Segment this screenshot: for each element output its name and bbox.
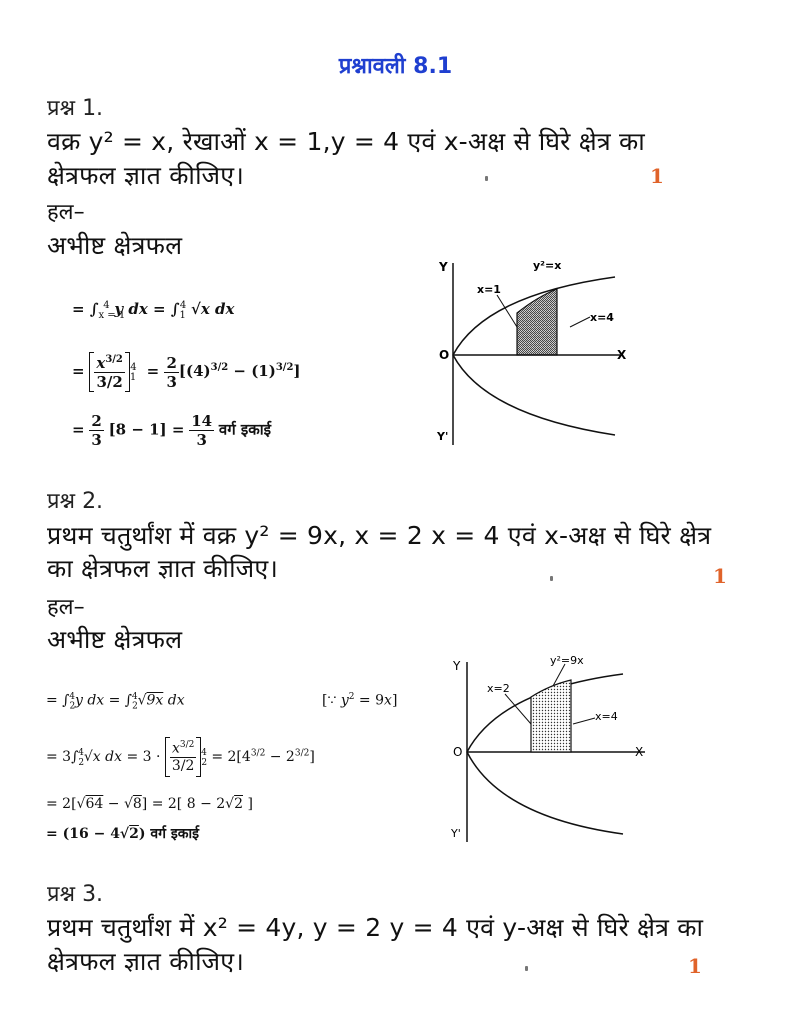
- question-1-mark: 1: [650, 164, 664, 188]
- line-x2-label: x=2: [487, 682, 510, 695]
- line-x4-label: x=4: [590, 311, 614, 324]
- scan-speck: [485, 176, 488, 181]
- q2-step-1: = $\int_2^4y$ dx = $\int_2^4√9x$ dx: [46, 692, 185, 712]
- question-1-text-line2: क्षेत्रफल ज्ञात कीजिए।: [47, 161, 244, 190]
- y-neg-axis-label: Y': [451, 827, 461, 840]
- question-2-text-line1: प्रथम चतुर्थांश में वक्र y² = 9x, x = 2 x = 4 एवं x-अक्ष से घिरे क्षेत्र: [47, 521, 712, 550]
- line-x1-label: x=1: [477, 283, 501, 296]
- shaded-region: [531, 680, 571, 752]
- y-axis-label: Y: [453, 659, 461, 673]
- q1-step-3: = $\frac{2}{3}$ [8 − 1] = $\frac{14}{3}$ वर्ग इकाई: [72, 412, 272, 449]
- curve-label: y²=9x: [550, 654, 584, 667]
- question-2-text-line2: का क्षेत्रफल ज्ञात कीजिए।: [47, 554, 279, 583]
- scan-speck: [525, 966, 528, 971]
- q2-step-3: = 2[√64 − √8] = 2[ 8 − 2√2 ]: [46, 796, 253, 812]
- question-1-text-line1: वक्र y² = x, रेखाओं x = 1,y = 4 एवं x-अक्ष से घिरे क्षेत्र का: [47, 127, 645, 156]
- solution-2-label: हल–: [47, 595, 85, 620]
- x4-pointer: [573, 718, 595, 724]
- question-3-text-line2: क्षेत्रफल ज्ञात कीजिए।: [47, 947, 244, 976]
- q2-step-1-note: [∵ $y^2 = 9x$]: [322, 692, 398, 709]
- question-2-mark: 1: [713, 564, 727, 588]
- y-neg-axis-label: Y': [437, 430, 449, 443]
- y-axis-label: Y: [439, 260, 448, 274]
- question-1-label: प्रश्न 1.: [47, 96, 104, 121]
- q1-graph: [425, 255, 655, 450]
- question-3-mark: 1: [688, 954, 702, 978]
- origin-label: O: [439, 348, 450, 362]
- curve-label: y²=x: [533, 259, 562, 272]
- page-title: प्रश्नावली 8.1: [338, 54, 453, 79]
- q2-step-2: = $3\int_2^4√x$ dx = 3 · $\frac{x^{3/2}}{3/2}$ $_2^4 = 2[4^{3/2} - 2^{3/2}]$: [46, 737, 315, 777]
- required-area-2-label: अभीष्ट क्षेत्रफल: [47, 625, 183, 654]
- question-3-label: प्रश्न 3.: [47, 882, 104, 907]
- origin-label: O: [453, 745, 463, 759]
- question-3-text-line1: प्रथम चतुर्थांश में x² = 4y, y = 2 y = 4 एवं y-अक्ष से घिरे क्षेत्र का: [47, 913, 704, 942]
- q2-step-4: = (16 − 4√2) वर्ग इकाई: [46, 826, 200, 842]
- solution-1-label: हल–: [47, 200, 85, 225]
- q1-step-2: = $\frac{x^{3/2}}{3/2}$ $_1^4$ = $\frac{2}{3}$ $[(4)^{3/2} - (1)^{3/2}]$: [72, 353, 301, 391]
- required-area-1-label: अभीष्ट क्षेत्रफल: [47, 231, 183, 260]
- question-2-label: प्रश्न 2.: [47, 489, 104, 514]
- line-x4-label: x=4: [595, 710, 618, 723]
- x-axis-label: X: [617, 348, 627, 362]
- q2-graph: [445, 652, 660, 847]
- x-axis-label: X: [635, 745, 644, 759]
- x4-pointer: [570, 317, 590, 327]
- q1-step-1: = $\int_{x = 1}^4$ y dx = $\int_1^4$ √x dx: [72, 300, 235, 321]
- scan-speck: [550, 576, 553, 581]
